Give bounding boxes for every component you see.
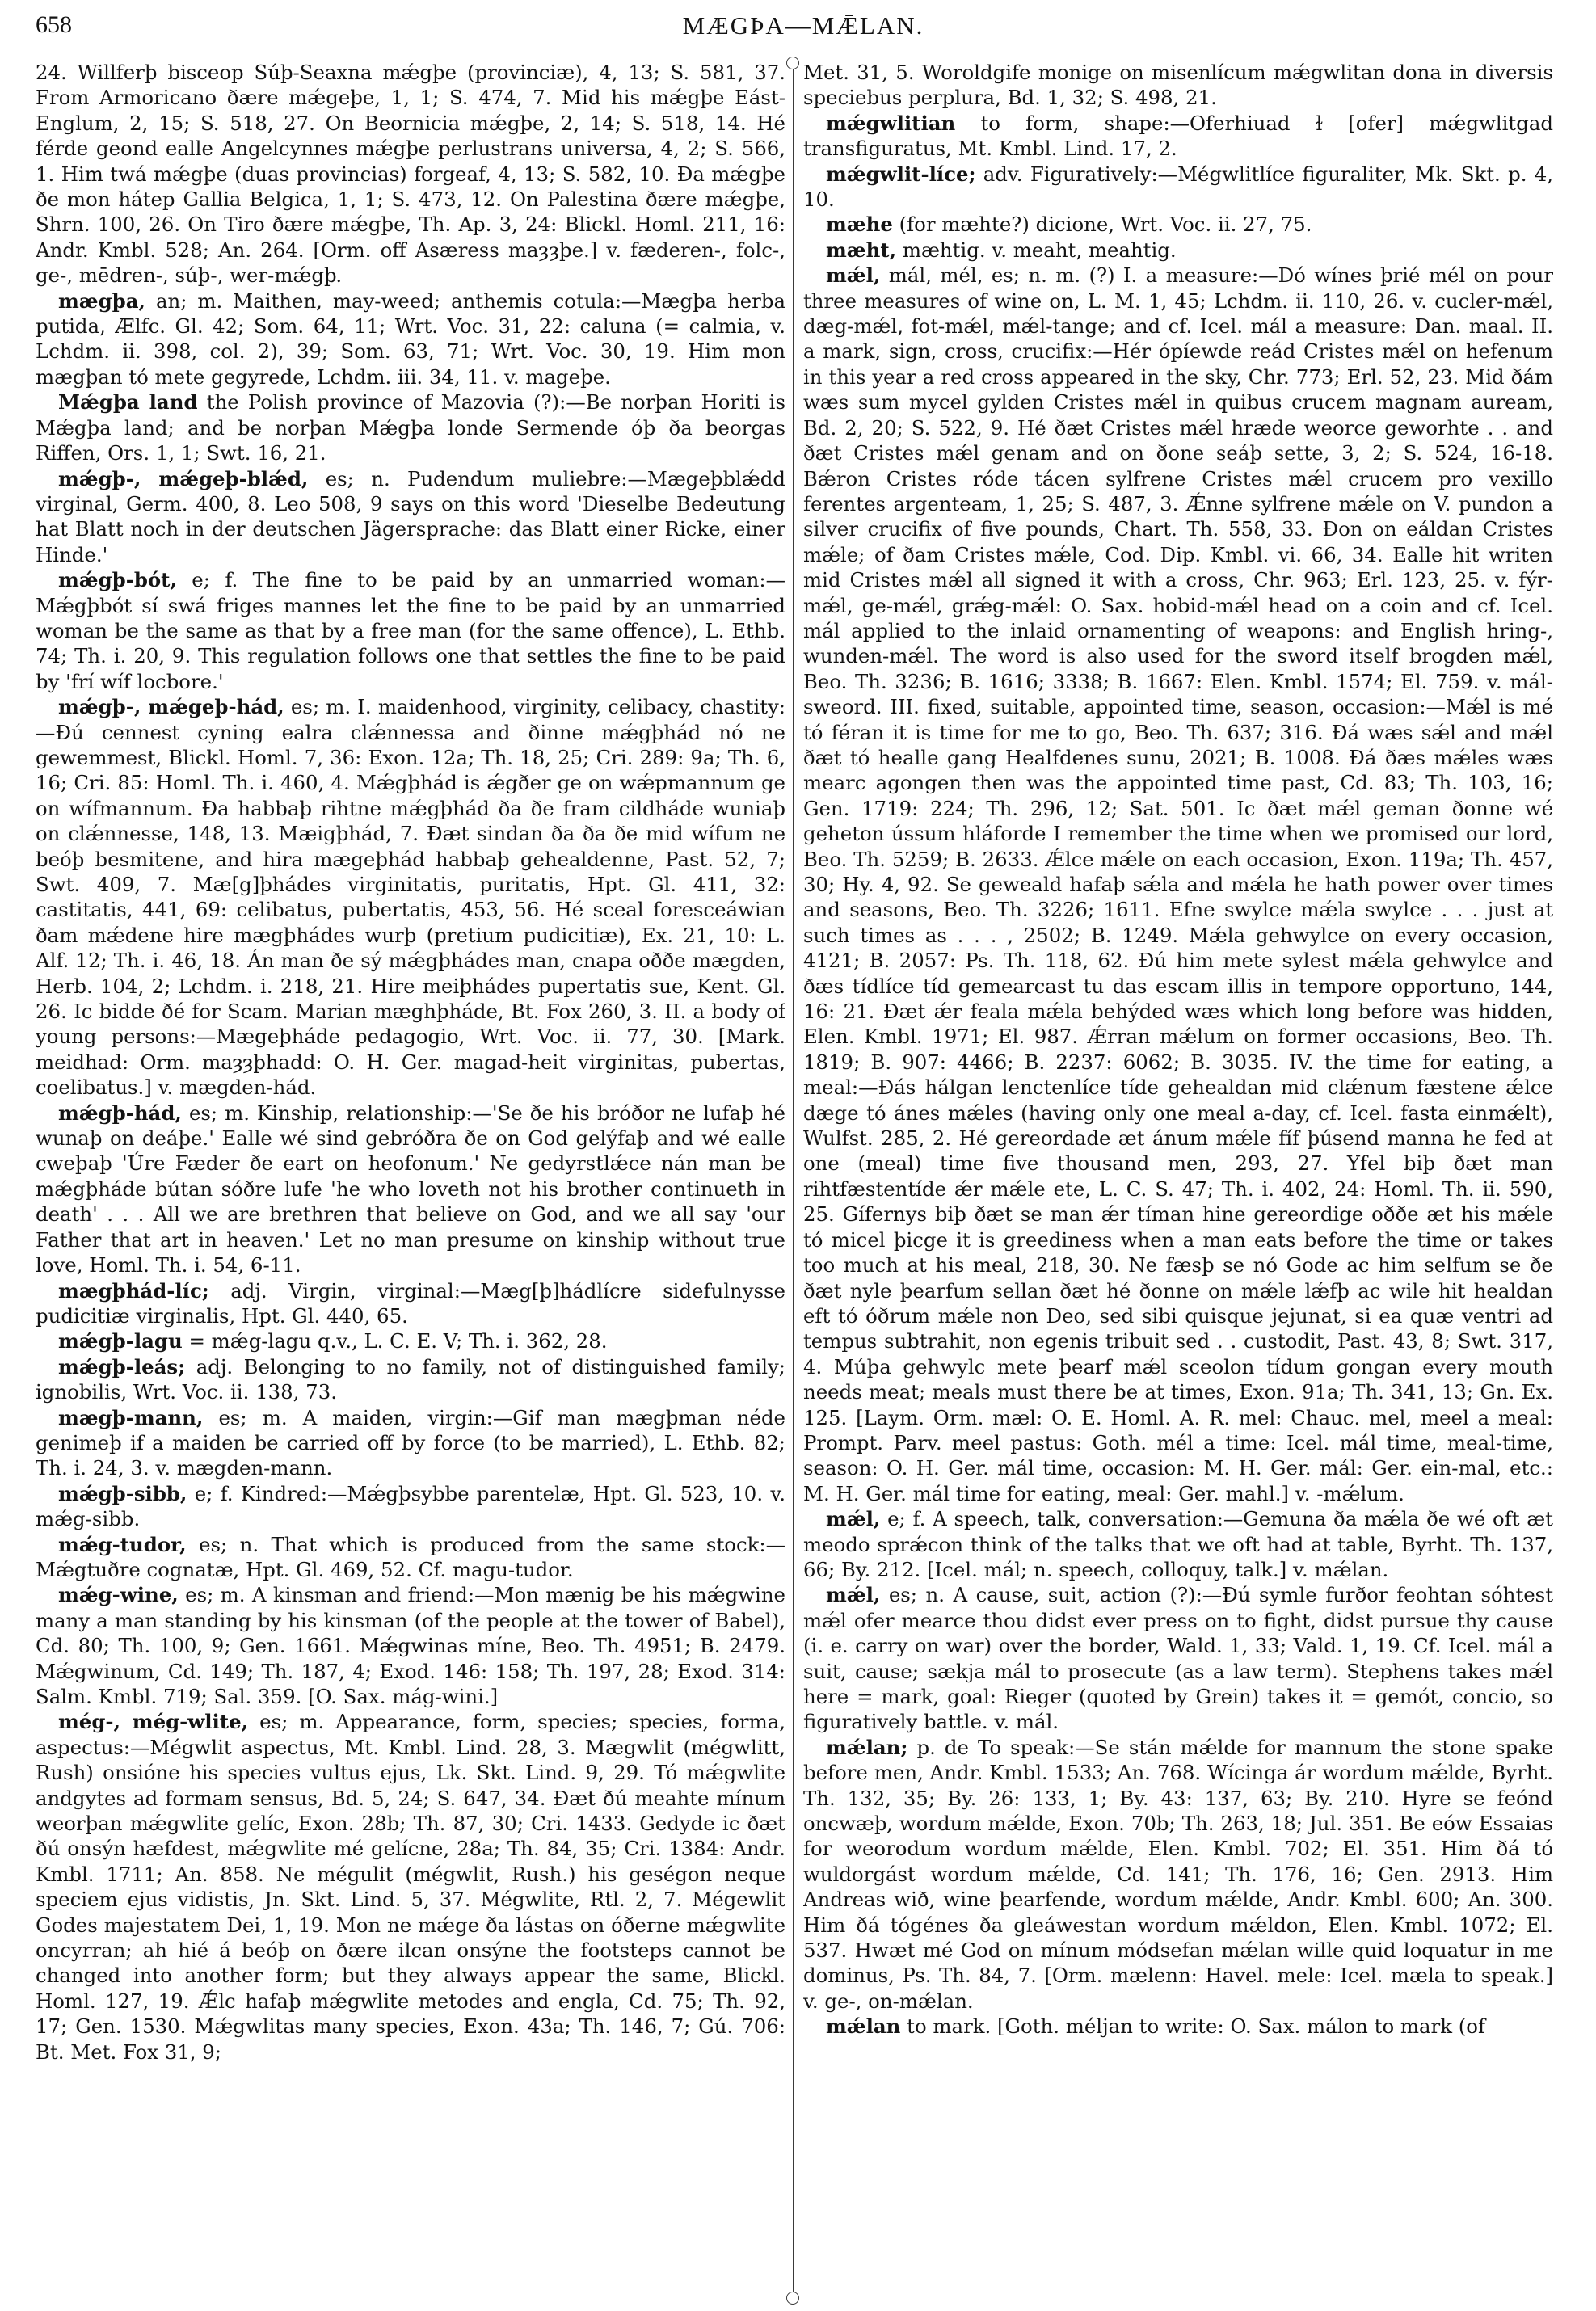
dictionary-entry [36, 1328, 785, 1353]
entry-text: adv. Figuratively:—Mégwlitlíce figuraliter, Mk. Skt. p. 4, 10. [803, 162, 1553, 212]
dictionary-entry [803, 111, 1553, 162]
dictionary-entry [803, 162, 1553, 213]
entry-headword: még-, még-wlite, [58, 1710, 249, 1734]
entry-text: es; m. Kinship, relationship:—'Se ðe his bróðor ne lufaþ hé wunaþ on deáþe.' Ealle wé sind gebróðra ðe on God gelýfaþ and wé ealle cweþaþ 'Úre Fæder ðe eart on heofonum.' Ne gedyrstlǽce nán man be mǽgþháde bútan sóðre lufe 'he who loveth not his brother continueth in death' . . . All we are brethren that believe on God, and we all say 'our Father that art in heaven.' Let no man presume on kinship without true love, Homl. Th. i. 54, 6-11. [36, 1101, 785, 1278]
entry-headword: mægþa, [58, 288, 145, 313]
dictionary-entry [36, 1405, 785, 1481]
entry-headword: Mǽgþa land [58, 390, 198, 415]
dictionary-entry [803, 263, 1553, 1506]
entry-text: es; n. Pudendum muliebre:—Mægeþblǽdd virginal, Germ. 400, 8. Leo 508, 9 says on this word 'Dieselbe Bedeutung hat Blatt noch in der deutschen Jägersprache: das Blatt einer Ricke, einer Hinde.' [36, 466, 785, 566]
entry-headword: mǽgþ-leás; [58, 1354, 186, 1379]
entry-text: adj. Virgin, virginal:—Mæg[þ]hádlícre sidefulnysse pudicitiæ virginalis, Hpt. Gl. 440, 65. [36, 1278, 785, 1328]
entry-text: adj. Belonging to no family, not of distinguished family; ignobilis, Wrt. Voc. ii. 138, 73. [36, 1354, 785, 1404]
entry-text: es; m. I. maidenhood, virginity, celibacy, chastity:—Ðú cennest cyning ealra clǽnnessa and ðinne mǽgþhád nó ne gewemmest, Blickl. Homl. 7, 36: Exon. 12a; Th. 18, 25; Cri. 289: 9a; Th. 6, 16; Cri. 85: Homl. Th. i. 460, 4. Mǽgþhád is ǽgðer ge on wǽpmannum ge on wífmannum. Ða habbaþ rihtne mǽgþhád ða ðe fram cildháde wuniaþ on clǽnnesse, 148, 13. Mæigþhád, 7. Ðæt sindan ða ða ðe mid wífum ne beóþ besmitene, and hira mægeþhád habbaþ gehealdenne, Past. 52, 7; Swt. 409, 7. Mæ[g]þhádes virginitatis, puritatis, Hpt. Gl. 411, 32: castitatis, 441, 69: celibatus, pubertatis, 453, 56. Hé sceal foresceáwian ðam mǽdene hire mægþhádes wurþ (pretium pudicitiæ), Ex. 21, 10: L. Alf. 12; Th. i. 46, 18. Án man ðe sý mǽgþhádes man, cnapa oððe mægden, Herb. 104, 2; Lchdm. i. 218, 21. Hire meiþhádes pupertatis sue, Kent. Gl. 26. Ic bidde ðé for Scam. Marian mæghþháde, Bt. Fox 260, 3. II. a body of young persons:—Mægeþháde pedagogio, Wrt. Voc. ii. 77, 30. [Mark. meidhad: Orm. maȝȝþhadd: O. H. Ger. magad-heit virginitas, pubertas, coelibatus.] v. mægden-hád. [36, 695, 785, 1100]
entry-text: es; m. Appearance, form, species; species, forma, aspectus:—Mégwlit aspectus, Mt. Kmbl. Lind. 28, 3. Mægwlit (mégwlitt, Rush) onsióne his species vultus ejus, Lk. Skt. Lind. 9, 29. Tó mǽgwlite andgytes ad formam sensus, Bd. 5, 24; S. 647, 34. Ðæt ðú meahte mínum weorþan mǽgwlite gelíc, Exon. 28b; Th. 87, 30; Cri. 1433. Gedyde ic ðæt ðú onsýn hæfdest, mǽgwlite mé gelícne, 28a; Th. 84, 35; Cri. 1384: Andr. Kmbl. 1711; An. 858. Ne mégulit (mégwlit, Rush.) his geségon neque speciem ejus vidistis, Jn. Skt. Lind. 5, 37. Mégwlite, Rtl. 2, 7. Mégewlit Godes majestatem Dei, 1, 19. Mon ne mǽge ða lástas on óðerne mǽgwlite oncyrran; ah hié á beóþ on ðære ilcan onsýne the footsteps cannot be changed into another form; but they always appear the same, Blickl. Homl. 127, 19. Ǽlc hafaþ mǽgwlite metodes and engla, Cd. 75; Th. 92, 17; Gen. 1530. Mǽgwlitas many species, Exon. 43a; Th. 146, 7; Gú. 706: Bt. Met. Fox 31, 9; [36, 1710, 785, 2064]
dictionary-entry [36, 60, 785, 288]
entry-text: es; m. A kinsman and friend:—Mon mænig be his mǽgwine many a man standing by his kinsman (of the people at the tower of Babel), Cd. 80; Th. 100, 9; Gen. 1661. Mǽgwinas míne, Beo. Th. 4951; B. 2479. Mǽgwinum, Cd. 149; Th. 187, 4; Exod. 146: 158; Th. 197, 28; Exod. 314: Salm. Kmbl. 719; Sal. 359. [O. Sax. mág-wini.] [36, 1583, 785, 1708]
dictionary-entry [36, 1278, 785, 1329]
dictionary-entry [803, 60, 1553, 111]
dictionary-entry [36, 694, 785, 1101]
dictionary-entry [36, 1481, 785, 1532]
entry-headword: mǽgþ-bót, [58, 568, 177, 592]
column-rule-ornament-bottom [786, 2292, 799, 2305]
page-header [36, 11, 1571, 60]
entry-text: e; f. A speech, talk, conversation:—Gemuna ða mǽla ðe wé oft æt meodo sprǽcon think of the talks that we oft had at table, Byrht. Th. 137, 66; By. 212. [Icel. mál; n. speech, colloquy, talk.] v. mǽlan. [803, 1507, 1553, 1581]
entry-text: an; m. Maithen, may-weed; anthemis cotula:—Mægþa herba putida, Ælfc. Gl. 42; Som. 64, 11; Wrt. Voc. 31, 22: caluna (= calmia, v. Lchdm. ii. 398, col. 2), 39; Som. 63, 71; Wrt. Voc. 30, 19. Him mon mægþan tó mete gegyrede, Lchdm. iii. 34, 11. v. mageþe. [36, 288, 785, 389]
entry-headword: mægþ-mann, [58, 1405, 204, 1429]
left-column [36, 60, 785, 2298]
entry-headword: mǽlan [826, 2014, 901, 2039]
entry-headword: mǽgwlitian [826, 111, 956, 135]
entry-text: to mark. [Goth. méljan to write: O. Sax. málon to mark (of [907, 2014, 1485, 2039]
dictionary-entry [36, 567, 785, 694]
dictionary-entry [803, 2014, 1553, 2039]
entry-headword: mǽg-wine, [58, 1583, 179, 1607]
dictionary-entry [803, 238, 1553, 263]
entry-headword: mæhe [826, 213, 893, 237]
entry-text: es; n. That which is produced from the same stock:—Mǽgtuðre cognatæ, Hpt. Gl. 469, 52. Cf. magu-tudor. [36, 1532, 785, 1581]
dictionary-entry [36, 1354, 785, 1405]
entry-text: mæhtig. v. meaht, meahtig. [902, 238, 1177, 262]
entry-text: (for mæhte?) dicione, Wrt. Voc. ii. 27, 75. [899, 213, 1312, 237]
dictionary-entry [803, 212, 1553, 237]
entry-headword: mǽgþ-, mǽgeþ-blǽd, [58, 466, 309, 490]
dictionary-entry [36, 1709, 785, 2065]
dictionary-entry [36, 466, 785, 568]
entry-headword: mǽgþ-sibb, [58, 1481, 187, 1505]
entry-text: mál, mél, es; n. m. (?) I. a measure:—Dó wínes þrié mél on pour three measures of wine on, L. M. 1, 45; Lchdm. ii. 110, 26. v. cucler-mǽl, dæg-mǽl, fot-mǽl, mǽl-tange; and cf. Icel. mál a measure: Dan. maal. II. a mark, sign, cross, crucifix:—Hér ópíewde reád Cristes mǽl on hefenum in this year a red cross appeared in the sky, Chr. 773; Erl. 52, 23. Mid ðám wæs sum mycel gylden Cristes mǽl in quibus crucem magnam auream, Bd. 2, 20; S. 522, 9. Hé ðæt Cristes mǽl hræde weorce geworhte . . and ðæt Cristes mǽl genam and on ðone seáþ sette, 3, 2; S. 524, 16-18. Bǽron Cristes róde tácen sylfrene Cristes mǽl crucem pro vexillo ferentes argenteam, 1, 25; S. 487, 3. Ǽnne sylfrene mǽle on V. pundon a silver crucifix of five pounds, Chart. Th. 558, 33. Ðon on eáldan Cristes mǽle; of ðam Cristes mǽle, Cod. Dip. Kmbl. vi. 66, 34. Ealle hit writen mid Cristes mǽl all signed it with a cross, Chr. 963; Erl. 123, 25. v. fýr-mǽl, ge-mǽl, grǽg-mǽl: O. Sax. hobid-mǽl head on a coin and cf. Icel. mál applied to the inlaid ornamenting of weapons: and English hring-, wunden-mǽl. The word is also used for the sword itself brogden mǽl, Beo. Th. 3236; B. 1616; 3338; B. 1667: Elen. Kmbl. 1574; El. 759. v. mál-sweord. III. fixed, suitable, appointed time, season, occasion:—Mǽl is mé tó féran it is time for me to go, Beo. Th. 637; 316. Ðá wæs sǽl and mǽl ðæt tó healle gang Healfdenes sunu, 2021; B. 1008. Ðá ðæs mǽles wæs mearc agongen then was the appointed time past, Cd. 83; Th. 103, 16; Gen. 1719: 224; Th. 296, 12; Sat. 501. Ic ðæt mǽl geman ðonne wé geheton ússum hláforde I remember the time when we promised our lord, Beo. Th. 5259; B. 2633. Ǽlce mǽle on each occasion, Exon. 119a; Th. 457, 30; Hy. 4, 92. Se geweald hafaþ sǽla and mǽla he hath power over times and seasons, Beo. Th. 3226; 1611. Efne swylce mǽla swylce . . . just at such times as . . . , 2502; B. 1249. Mǽla gehwylce on every occasion, 4121; B. 2057: Ps. Th. 118, 62. Ðú him mete sylest mǽla gehwylce and ðæs tídlíce tíd gemearcast tu das escam illis in tempore opportuno, 144, 16: 21. Ðæt ǽr feala mǽla behýded wæs which long before was hidden, Elen. Kmbl. 1971; El. 987. Ǽrran mǽlum on former occasions, Beo. Th. 1819; B. 907: 4466; B. 2237: 6062; B. 3035. IV. the time for eating, a meal:—Ðás hálgan lenctenlíce tíde gehealdan mid clǽnum fæstene ǽlce dæge tó ánes mǽles (having only one meal a-day, cf. Icel. fasta einmǽlt), Wulfst. 285, 2. Hé gereordade æt ánum mǽle fíf þúsend manna he fed at one (meal) time five thousand men, 293, 27. Yfel biþ ðæt man rihtfæstentíde ǽr mǽle ete, L. C. S. 47; Th. i. 402, 24: Homl. Th. ii. 590, 25. Gífernys biþ ðæt se man ǽr tíman hine gereordige oððe æt his mǽle tó micel þicge it is greediness when a man eats before the time or takes too much at his meal, 218, 30. Ne fæsþ se nó Gode ac him selfum se ðe ðæt nyle þearfum sellan ðæt hé ðonne on mǽle lǽfþ ac wile hit healdan eft tó óðrum mǽle non Deo, sed sibi quisque jejunat, si ea quæ ventri ad tempus subtrahit, non egenis tribuit sed . . custodit, Past. 43, 8; Swt. 317, 4. Múþa gehwylc mete þearf mǽl sceolon tídum gongan every mouth needs meat; meals must there be at times, Exon. 91a; Th. 341, 13; Gn. Ex. 125. [Laym. Orm. mæl: O. E. Homl. A. R. mel: Chauc. mel, meel a meal: Prompt. Parv. meel pastus: Goth. mél a time: Icel. mál time, meal-time, season: O. H. Ger. mál time, occasion: M. H. Ger. mál: Ger. ein-mal, etc.: M. H. Ger. mál time for eating, meal: Ger. mahl.] v. -mǽlum. [803, 263, 1553, 1505]
entry-text: the Polish province of Mazovia (?):—Be norþan Horiti is Mǽgþa land; and be norþan Mǽgþa londe Sermende óþ ða beorgas Riffen, Ors. 1, 1; Swt. 16, 21. [36, 390, 785, 465]
entry-headword: mǽgþ-hád, [58, 1101, 182, 1125]
dictionary-entry [803, 1735, 1553, 2014]
entry-headword: mǽg-tudor, [58, 1532, 187, 1556]
column-rule [793, 63, 794, 2303]
entry-text: Met. 31, 5. Woroldgife monige on misenlícum mǽgwlitan dona in diversis speciebus perplura, Bd. 1, 32; S. 498, 21. [803, 61, 1553, 110]
page-number: 658 [36, 11, 72, 38]
dictionary-entry [36, 288, 785, 390]
entry-text: e; f. The fine to be paid by an unmarried woman:—Mǽgþbót sí swá friges mannes let the fine to be paid by an unmarried woman be the same as that by a free man (for the same offence), L. Ethb. 74; Th. i. 20, 9. This regulation follows one that settles the fine to be paid by 'frí wíf locbore.' [36, 568, 785, 693]
entry-text: 24. Willferþ bisceop Súþ-Seaxna mǽgþe (provinciæ), 4, 13; S. 581, 37. From Armoricano ðære mǽgeþe, 1, 1; S. 474, 7. Mid his mǽgþe Eást-Englum, 2, 15; S. 518, 27. On Beornicia mǽgþe, 2, 14; S. 518, 14. Hé férde geond ealle Angelcynnes mǽgþe perlustrans universa, 4, 2; S. 566, 1. Him twá mǽgþe (duas provincias) forgeaf, 4, 13; S. 582, 10. Ða mǽgþe ðe mon hátep Gallia Belgica, 1, 1; S. 473, 12. On Palestina ðære mǽgþe, Shrn. 100, 26. On Tiro ðære mǽgþe, Th. Ap. 3, 24: Blickl. Homl. 211, 16: Andr. Kmbl. 528; An. 264. [Orm. off Asæress maȝȝþe.] v. fæderen-, folc-, ge-, mēdren-, súþ-, wer-mǽgþ. [36, 61, 785, 288]
entry-text: e; f. Kindred:—Mǽgþsybbe parentelæ, Hpt. Gl. 523, 10. v. mǽg-sibb. [36, 1481, 785, 1531]
entry-headword: mǽgwlit-líce; [826, 162, 976, 186]
dictionary-entry [36, 389, 785, 465]
dictionary-entry [36, 1532, 785, 1583]
running-title: MÆGÞA—MǢLAN. [682, 11, 924, 40]
entry-headword: mǽgþ-lagu [58, 1329, 183, 1353]
dictionary-entry [36, 1101, 785, 1278]
entry-text: es; n. A cause, suit, action (?):—Ðú symle furðor feohtan sóhtest mǽl ofer mearce thou didst ever press on to fight, didst pursue thy cause (i. e. carry on war) over the border, Wald. 1, 33; Vald. 1, 19. Cf. Icel. mál a suit, cause; sækja mál to prosecute (as a law term). Stephens takes mǽl here = mark, goal: Rieger (quoted by Grein) takes it = gemót, concio, so figuratively battle. v. mál. [803, 1583, 1553, 1734]
entry-headword: mǽl, [826, 1583, 881, 1607]
dictionary-entry [803, 1506, 1553, 1582]
entry-headword: mǽl, [826, 1507, 881, 1531]
entry-headword: mǽl, [826, 263, 881, 288]
right-column [803, 60, 1553, 2298]
entry-headword: mǽlan; [826, 1735, 908, 1759]
dictionary-entry [803, 1582, 1553, 1734]
entry-text: es; m. A maiden, virgin:—Gif man mægþman néde genimeþ if a maiden be carried off by force (to be married), L. Ethb. 82; Th. i. 24, 3. v. mægden-mann. [36, 1405, 785, 1480]
column-rule-ornament-top [786, 57, 799, 69]
entry-text: to form, shape:—Oferhiuad ɫ [ofer] mǽgwlitgad transfiguratus, Mt. Kmbl. Lind. 17, 2. [803, 111, 1553, 161]
dictionary-entry [36, 1582, 785, 1709]
entry-text: p. de To speak:—Se stán mǽlde for mannum the stone spake before men, Andr. Kmbl. 1533; An. 768. Wícinga ár wordum mǽlde, Byrht. Th. 132, 35; By. 26: 133, 1; By. 43: 137, 63; By. 210. Hyre se feónd oncwæþ, wordum mǽlde, Exon. 70b; Th. 263, 18; Jul. 351. Be eów Essaias for weorodum wordum mǽlde, Elen. Kmbl. 702; El. 351. Him ðá tó wuldorgást wordum mǽlde, Cd. 141; Th. 176, 16; Gen. 2913. Him Andreas wið, wine þearfende, wordum mǽlde, Andr. Kmbl. 600; An. 300. Him ðá tógénes ða gleáwestan wordum mǽldon, Elen. Kmbl. 1072; El. 537. Hwæt mé God on mínum módsefan mǽlan wille quid loquatur in me dominus, Ps. Th. 84, 7. [Orm. mælenn: Havel. mele: Icel. mæla to speak.] v. ge-, on-mǽlan. [803, 1735, 1553, 2013]
entry-headword: mæht, [826, 238, 897, 262]
entry-text: = mǽg-lagu q.v., L. C. E. V; Th. i. 362, 28. [188, 1329, 608, 1353]
entry-headword: mǽgþ-, mǽgeþ-hád, [58, 695, 284, 719]
entry-headword: mægþhád-líc; [58, 1278, 209, 1303]
